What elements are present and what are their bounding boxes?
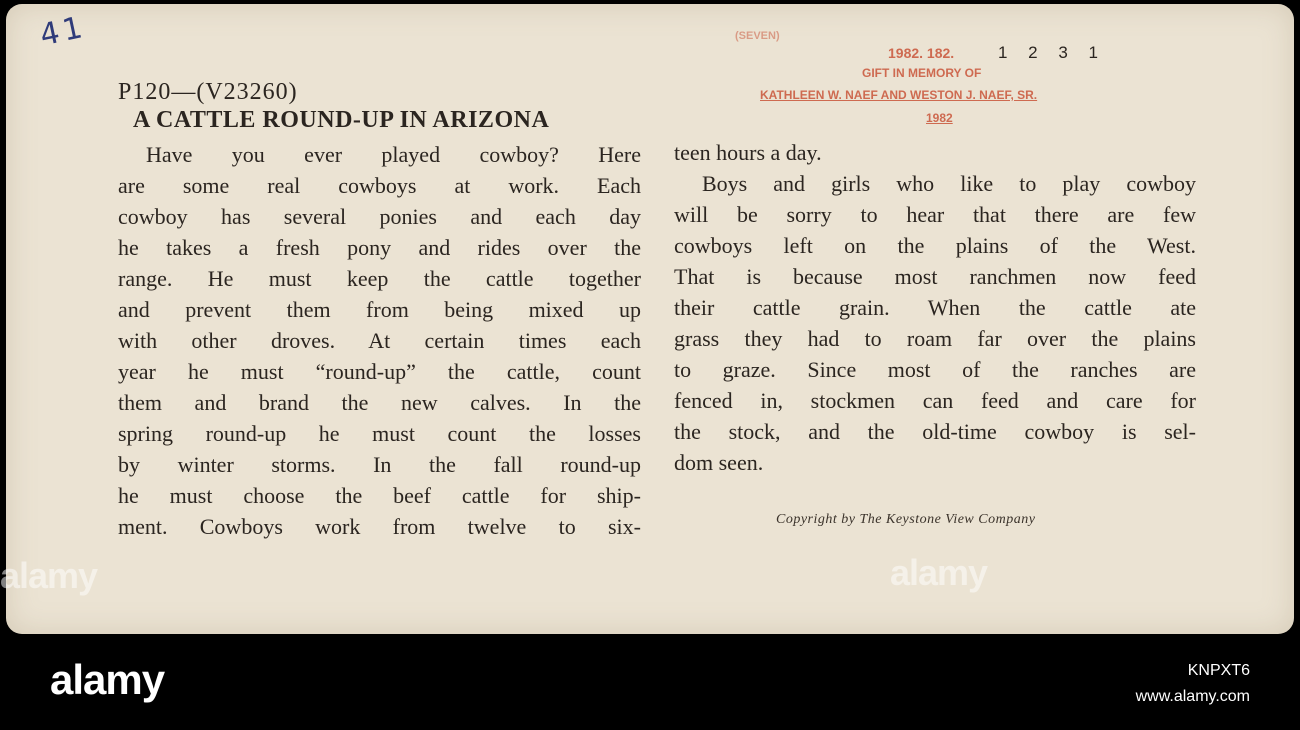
stamp-names-line: KATHLEEN W. NAEF AND WESTON J. NAEF, SR.: [760, 88, 1038, 102]
stamp-faded-text: (SEVEN): [735, 30, 780, 42]
text-line: ment. Cowboys work from twelve to six-: [118, 514, 641, 539]
stamp-accession: 1982. 182.: [888, 45, 955, 61]
text-line: with other droves. At certain times each: [118, 328, 641, 353]
text-line: cowboys left on the plains of the West.: [674, 233, 1196, 258]
right-text-column: [674, 137, 1196, 478]
text-line: will be sorry to hear that there are few: [674, 202, 1196, 227]
text-line: Have you ever played cowboy? Here: [146, 142, 641, 167]
text-line: to graze. Since most of the ranches are: [674, 357, 1196, 382]
footer-image-id: KNPXT6: [1187, 662, 1250, 679]
text-line: year he must “round-up” the cattle, count: [118, 359, 641, 384]
text-line: are some real cowboys at work. Each: [118, 173, 641, 198]
text-line: he takes a fresh pony and rides over the: [118, 235, 641, 260]
copyright-notice: Copyright by The Keystone View Company: [776, 512, 1036, 527]
footer-bar: [0, 640, 1300, 730]
text-line: That is because most ranchmen now feed: [674, 264, 1196, 289]
handwritten-number: 41: [36, 9, 90, 54]
text-line: and prevent them from being mixed up: [118, 297, 641, 322]
text-line: spring round-up he must count the losses: [118, 421, 641, 446]
text-line: range. He must keep the cattle together: [118, 266, 641, 291]
text-line: them and brand the new calves. In the: [118, 390, 641, 415]
stamp-number: 1 2 3 1: [998, 43, 1106, 62]
stamp-gift-line: GIFT IN MEMORY OF: [862, 66, 982, 80]
text-line: fenced in, stockmen can feed and care for: [674, 388, 1196, 413]
text-line: cowboy has several ponies and each day: [118, 204, 641, 229]
text-line: dom seen.: [674, 450, 764, 475]
text-line: teen hours a day.: [674, 140, 822, 165]
text-line: by winter storms. In the fall round-up: [118, 452, 641, 477]
text-line: grass they had to roam far over the plains: [674, 326, 1196, 351]
text-line: their cattle grain. When the cattle ate: [674, 295, 1196, 320]
catalog-number: P120—(V23260): [118, 79, 298, 105]
footer-url: www.alamy.com: [1135, 688, 1250, 705]
watermark: alamy: [890, 552, 988, 593]
text-line: the stock, and the old-time cowboy is sel-: [674, 419, 1196, 444]
stamp-year: 1982: [926, 111, 953, 125]
left-text-column: [118, 139, 641, 542]
text-line: Boys and girls who like to play cowboy: [702, 171, 1196, 196]
footer-logo: alamy: [50, 656, 165, 703]
card-title: A CATTLE ROUND-UP IN ARIZONA: [133, 107, 550, 133]
text-line: he must choose the beef cattle for ship-: [118, 483, 641, 508]
watermark: alamy: [0, 555, 98, 596]
